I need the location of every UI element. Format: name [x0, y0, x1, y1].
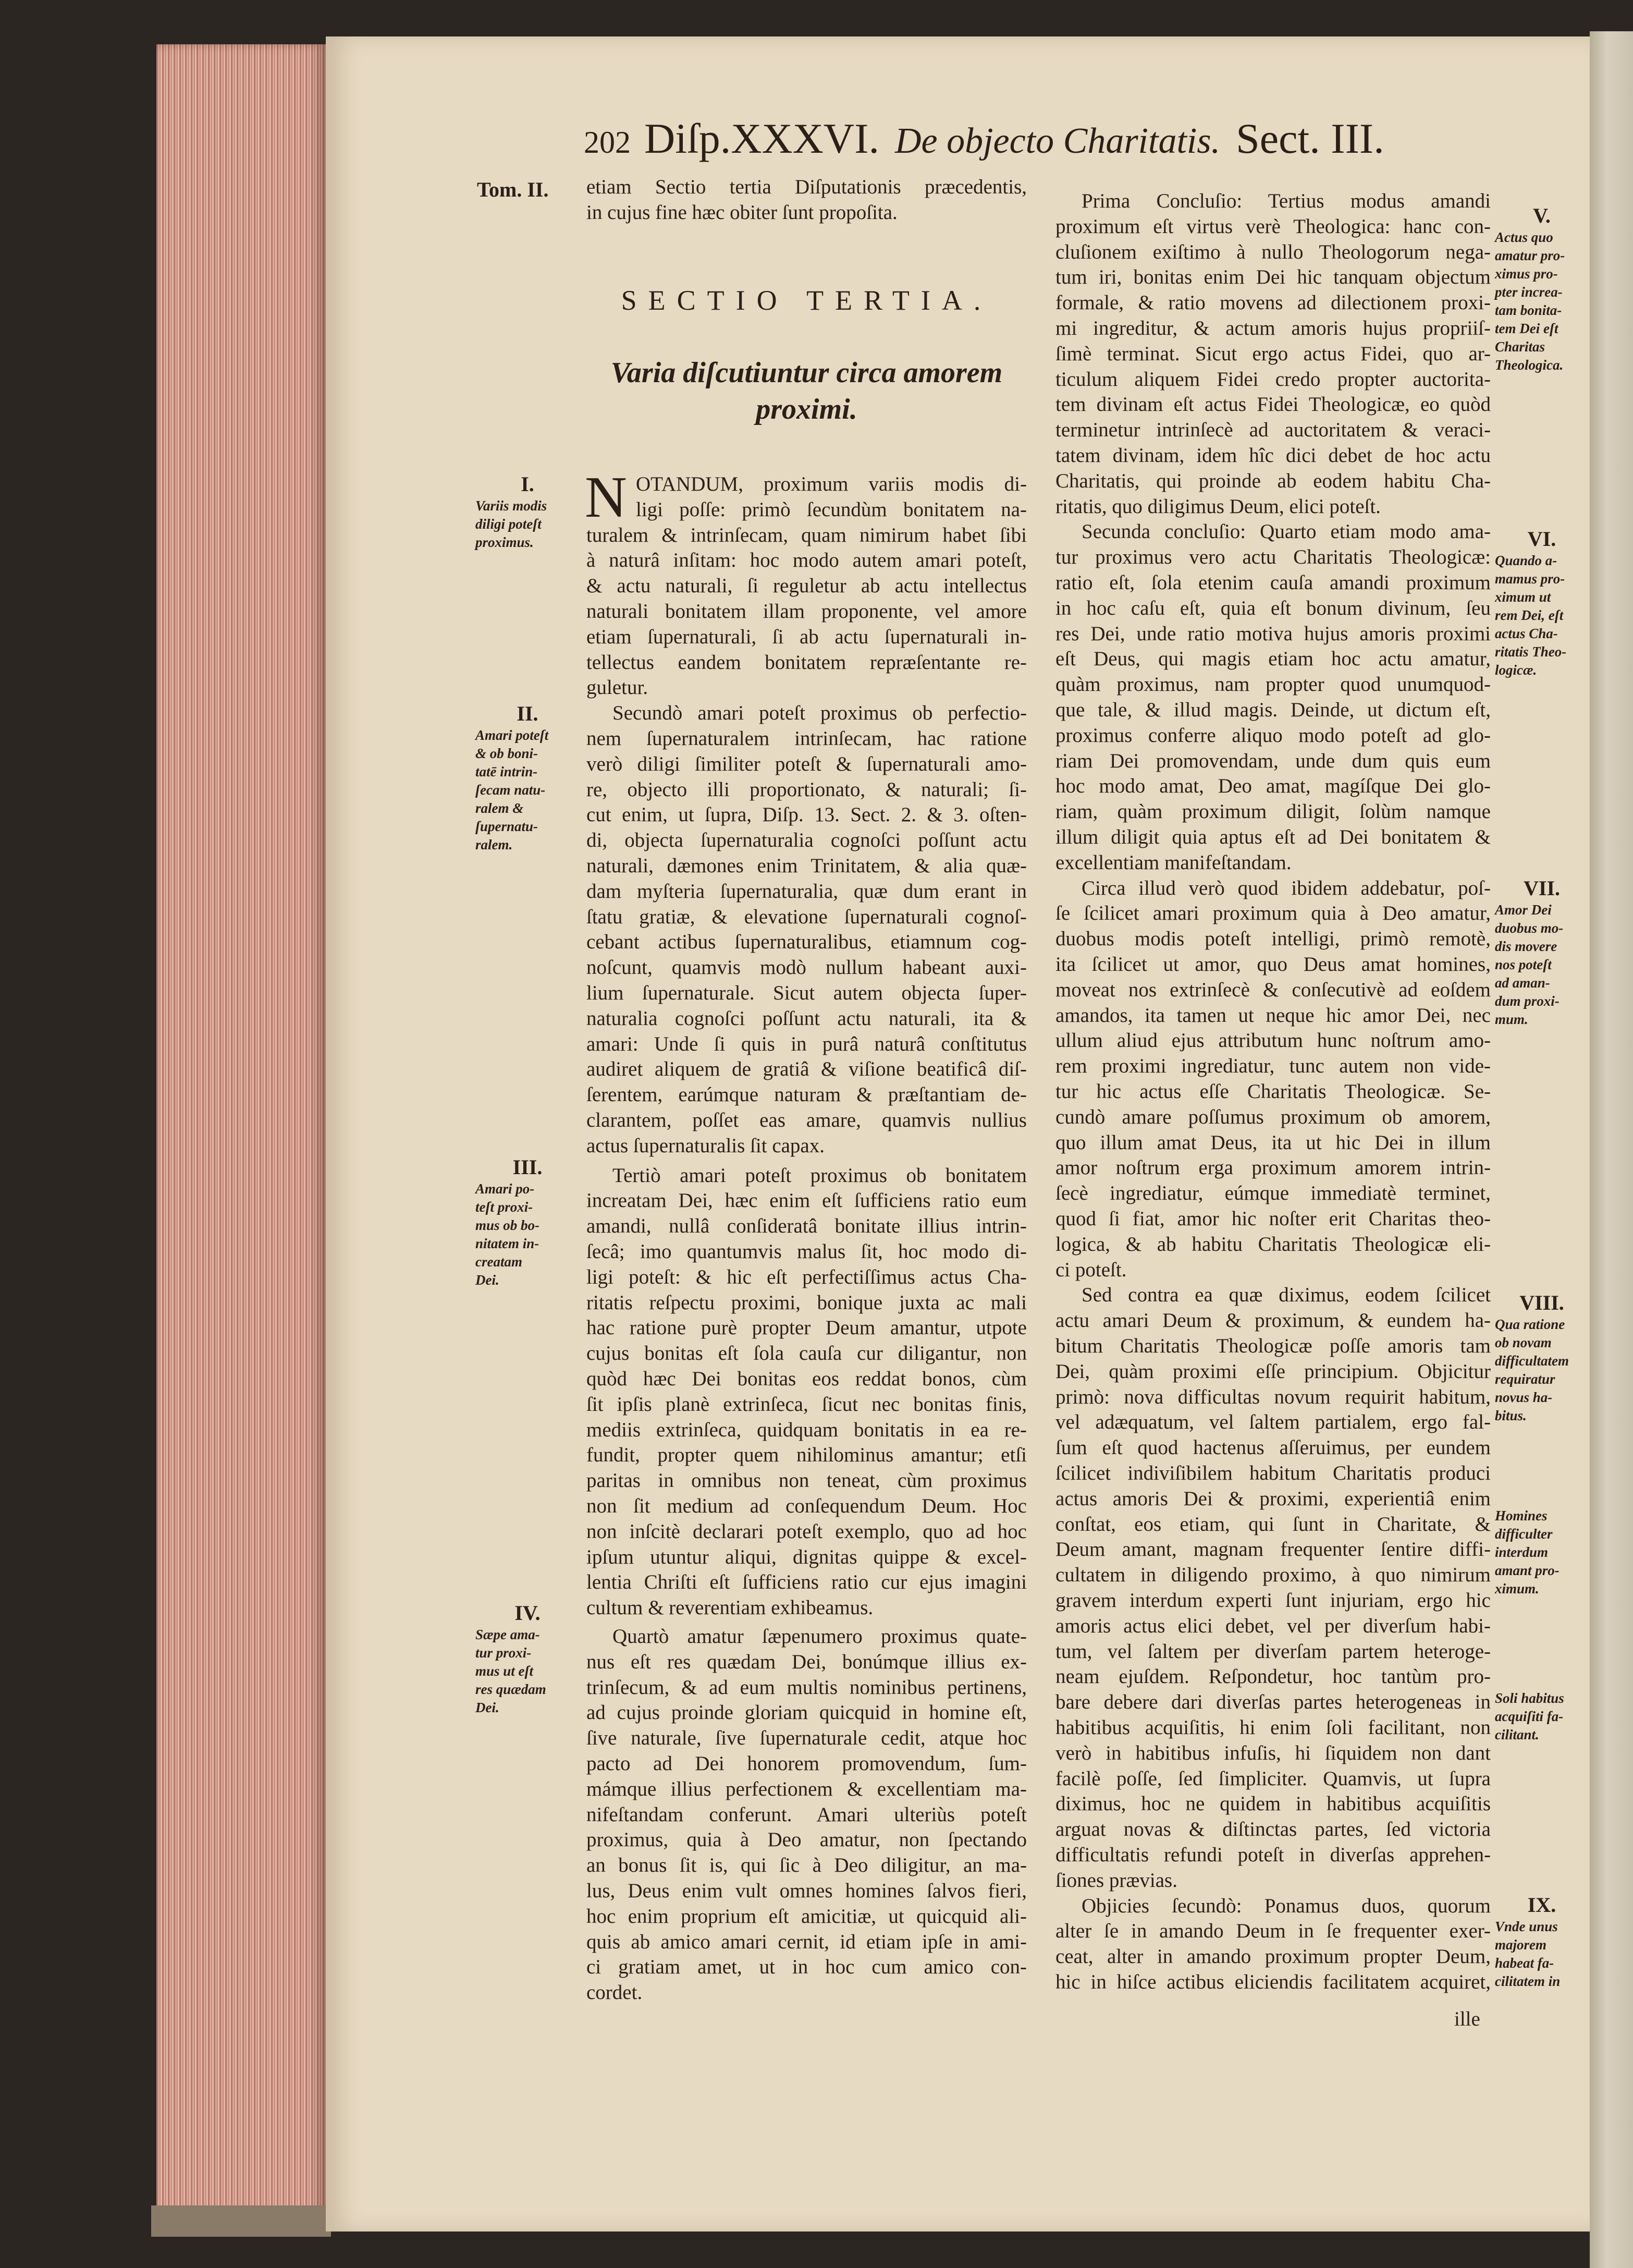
subtitle-line: proximi.: [756, 393, 857, 425]
text-line: hoc modo amat, Deo amat, magíſque Dei glo-: [1055, 775, 1491, 798]
text-line: amor noſtrum erga proximum amorem intrin-: [1055, 1156, 1491, 1179]
margin-note-line: tatē intrin-: [475, 764, 538, 779]
margin-note-line: difficultatem: [1495, 1353, 1569, 1369]
text-line: Quartò amatur ſæpenumero proximus quate-: [612, 1625, 1027, 1648]
text-line: Circa illud verò quod ibidem addebatur, poſ-: [1082, 876, 1491, 899]
text-line: trinſecum, & ad eum multis nominibus pertinens,: [586, 1676, 1027, 1699]
margin-note-number: IX.: [1527, 1893, 1556, 1917]
text-line: naturali bonitatem illam proponente, vel amore: [586, 600, 1027, 623]
margin-note-line: Homines: [1495, 1508, 1548, 1523]
text-line: ligi poſſe: primò ſecundùm bonitatem na-: [636, 498, 1027, 521]
text-line: ſum eſt quod hactenus aſſeruimus, per eundem: [1055, 1436, 1491, 1459]
text-line: tum iri, bonitas enim Dei hic tanquam objectum: [1055, 266, 1491, 289]
text-line: facilè poſſe, ſed ſimpliciter. Quamvis, ut ſupra: [1055, 1767, 1491, 1790]
page-number: 202: [584, 125, 631, 160]
text-line: lium ſupernaturale. Sicut autem objecta ſuper-: [586, 981, 1027, 1004]
text-line: mi ingreditur, & actum amoris hujus propriiſ-: [1055, 316, 1491, 339]
text-line: difficultatis refundi poteſt in diverſas apprehen-: [1055, 1843, 1491, 1866]
text-line: verò in habitibus infuſis, hi ſiquidem non dant: [1055, 1741, 1491, 1764]
text-line: paritas in omnibus non teneat, cùm proximus: [586, 1469, 1027, 1492]
text-line: res Dei, unde ratio motiva hujus amoris proximi: [1055, 622, 1491, 645]
text-line: Tertiò amari poteſt proximus ob bonitatem: [612, 1164, 1027, 1187]
text-line: ratio eſt, ſola etenim cauſa amandi proximum: [1055, 571, 1491, 594]
text-line: quòd hæc Dei bonitas eos reddat bonos, cùm: [586, 1367, 1027, 1390]
text-line: actus amoris Dei & proximi, experientiâ enim: [1055, 1487, 1491, 1510]
text-line: riam, quàm proximum diligit, ſolùm namque: [1055, 800, 1491, 823]
margin-note-line: ralem &: [475, 800, 524, 816]
text-line: Sed contra ea quæ diximus, eodem ſcilicet: [1082, 1284, 1491, 1307]
book-cover-edge: [151, 2205, 331, 2237]
margin-note-line: ximum ut: [1495, 589, 1551, 605]
text-line: noſcunt, quamvis modò nullum habeant auxi-: [586, 956, 1027, 979]
margin-note-line: nos poteſt: [1495, 957, 1552, 972]
margin-note-line: cilitant.: [1495, 1727, 1539, 1742]
text-line: fundit, propter quem nihilominus amantur; etſi: [586, 1444, 1027, 1467]
text-line: arguat novas & diſtinctas partes, ſed victoria: [1055, 1818, 1491, 1841]
text-line: ſecè ingrediatur, eúmque immediatè terminet,: [1055, 1182, 1491, 1205]
paragraph: [586, 1624, 1027, 2006]
text-line: non ſit medium ad conſequendum Deum. Hoc: [586, 1494, 1027, 1517]
text-line: ritatis reſpectu proximi, bonique juxta ac mali: [586, 1291, 1027, 1314]
section-label: Sect. III.: [1236, 115, 1384, 162]
text-line: ſimè terminat. Sicut ergo actus Fidei, quo ar-: [1055, 342, 1491, 365]
margin-note-line: dum proxi-: [1495, 993, 1560, 1009]
text-line: etiam Sectio tertia Diſputationis præcedentis,: [586, 176, 1027, 198]
text-line: ſiones prævias.: [1055, 1869, 1177, 1892]
drop-cap: N: [585, 465, 627, 530]
text-line: audiret aliquem de gratiâ & viſione beatificâ diſ-: [586, 1058, 1027, 1081]
text-line: gravem interdum experti ſunt injuriam, ergo hic: [1055, 1589, 1491, 1612]
margin-note: [1495, 203, 1589, 374]
text-line: amoris actus elici debet, vel per diverſum habi-: [1055, 1614, 1491, 1637]
text-line: ſive naturale, ſive ſupernaturale cedit, atque hoc: [586, 1727, 1027, 1750]
text-line: proximus conferre aliquo modo poteſt ad glo-: [1055, 724, 1491, 747]
margin-note-line: duobus mo-: [1495, 920, 1564, 936]
text-line: tellectus eandem bonitatem repræſentante re-: [586, 651, 1027, 674]
margin-note-line: mamus pro-: [1495, 571, 1565, 587]
text-line: ad cujus proinde gloriam quicquid in homine eſt,: [586, 1701, 1027, 1724]
text-line: naturali, dæmones enim Trinitatem, & alia quæ-: [586, 854, 1027, 877]
paragraph: [586, 701, 1027, 1159]
text-line: cut enim, ut ſupra, Diſp. 13. Sect. 2. & 3. oſten-: [586, 803, 1027, 826]
paragraph: [1055, 876, 1491, 1283]
text-line: tatem divinam, idem hîc dici debet de hoc actu: [1055, 444, 1491, 467]
margin-note-line: ſupernatu-: [475, 819, 538, 834]
margin-note-line: & ob boni-: [475, 746, 538, 761]
text-line: & actu naturali, ſi reguletur ab actu intellectus: [586, 575, 1027, 598]
paragraph: [586, 175, 1027, 226]
text-line: tur proximus vero actu Charitatis Theologicæ:: [1055, 546, 1491, 569]
text-line: in hoc caſu eſt, quia eſt bonum divinum, ſeu: [1055, 596, 1491, 619]
margin-note-line: diligi poteſt: [475, 516, 542, 532]
text-line: duobus modis poteſt intelligi, primò remotè,: [1055, 928, 1491, 950]
margin-note-line: Quando a-: [1495, 553, 1557, 568]
text-line: cordet.: [586, 1981, 643, 2004]
text-line: Prima Concluſio: Tertius modus amandi: [1082, 190, 1491, 212]
margin-note-number: V.: [1533, 204, 1551, 227]
text-line: in cujus fine hæc obiter ſunt propoſita.: [586, 201, 898, 224]
text-line: OTANDUM, proximum variis modis di-: [636, 473, 1027, 495]
text-line: amari: Unde ſi quis in purâ naturâ conſtitutus: [586, 1032, 1027, 1055]
running-header: [584, 117, 1384, 160]
margin-note-line: Dei.: [475, 1700, 499, 1715]
text-line: tum, vel ſaltem per diverſam partem heteroge-: [1055, 1640, 1491, 1663]
text-line: amandi, nullâ conſideratâ bonitate illius intrin-: [586, 1215, 1027, 1238]
margin-note-line: pter increa-: [1495, 284, 1563, 300]
book-page-edges: [156, 44, 326, 2229]
text-line: clarantem, poſſet eas amare, quamvis nullius: [586, 1108, 1027, 1131]
margin-note: [475, 1155, 580, 1289]
text-line: etiam ſupernaturali, ſi ab actu ſupernaturali in-: [586, 625, 1027, 648]
text-line: amandos, ita tamen ut neque hic amor Dei, nec: [1055, 1004, 1491, 1027]
margin-note: [1495, 1290, 1589, 1425]
text-line: cebant actibus ſupernaturalibus, etiamnum cog-: [586, 931, 1027, 954]
margin-note-line: rem Dei, eſt: [1495, 607, 1564, 623]
margin-note-line: interdum: [1495, 1544, 1549, 1560]
margin-note-line: novus ha-: [1495, 1389, 1553, 1405]
margin-note-line: difficulter: [1495, 1526, 1553, 1542]
margin-note: [475, 1601, 580, 1717]
margin-note-line: Theologica.: [1495, 357, 1564, 373]
text-line: quis ab amico amari cernit, id etiam ipſe in ami-: [586, 1930, 1027, 1953]
text-line: diximus, hoc ne quidem in habitibus acquiſitis: [1055, 1793, 1491, 1815]
margin-note-line: Variis modis: [475, 498, 547, 514]
paragraph: [586, 1163, 1027, 1621]
margin-note-line: Actus quo: [1495, 229, 1553, 245]
text-line: Charitatis, qui proinde ab eodem habitu Cha-: [1055, 469, 1491, 492]
text-line: ci gratiam amet, ut in hoc cum amico con-: [586, 1956, 1027, 1979]
text-line: hac ratione purè propter Deum amantur, utpote: [586, 1316, 1027, 1339]
margin-note-line: amatur pro-: [1495, 248, 1565, 263]
margin-note-line: Amari poteſt: [475, 727, 549, 743]
text-line: tur hic actus eſſe Charitatis Theologicæ. Se-: [1055, 1080, 1491, 1103]
text-line: ticulum aliquem Fidei credo propter auctorita-: [1055, 368, 1491, 391]
text-line: Dei, quàm proximi eſſe principium. Objicitur: [1055, 1360, 1491, 1383]
margin-note: [475, 472, 580, 552]
margin-note-line: creatam: [475, 1254, 522, 1270]
margin-note-line: ſecam natu-: [475, 782, 546, 798]
margin-note-line: dis movere: [1495, 938, 1557, 954]
section-title: SECTIO TERTIA.: [621, 285, 992, 316]
paragraph: [1055, 1894, 1491, 1995]
margin-note-line: nitatem in-: [475, 1236, 539, 1251]
text-line: Deum amant, magnam frequenter ſentire diffi-: [1055, 1538, 1491, 1561]
text-line: ritatis, quo diligimus Deum, elici poteſt.: [1055, 495, 1381, 518]
text-line: primò: nova difficultas novum requirit habitum,: [1055, 1385, 1491, 1408]
text-line: rem proximi ingrediatur, tunc autem non vide-: [1055, 1055, 1491, 1078]
text-line: Secunda concluſio: Quarto etiam modo ama-: [1082, 520, 1491, 543]
margin-note-number: VI.: [1527, 527, 1556, 551]
subtitle-line: Varia diſcutiuntur circa amorem: [610, 357, 1003, 389]
margin-note-line: Amari po-: [475, 1181, 535, 1197]
text-line: ita ſcilicet ut amor, quo Deus amat homines,: [1055, 953, 1491, 976]
text-line: hic in hiſce actibus eliciendis facilitatem acquiret,: [1055, 1970, 1491, 1993]
text-line: ullum aliud ejus attributum hunc noſtrum amo-: [1055, 1029, 1491, 1052]
text-line: verò diligi ſimiliter poteſt & ſupernaturali amo-: [586, 752, 1027, 775]
margin-note-line: ritatis Theo-: [1495, 644, 1567, 660]
margin-note-line: cilitatem in: [1495, 1973, 1561, 1989]
text-line: nus eſt res quædam Dei, bonúmque illius ex-: [586, 1650, 1027, 1673]
topic-label: De objecto Charitatis.: [894, 121, 1221, 161]
text-line: ſit ipſis planè extrinſeca, ſicut nec bonitas finis,: [586, 1393, 1027, 1416]
text-line: cujus bonitas eſt ſola cauſa cur diligantur, non: [586, 1342, 1027, 1365]
text-line: hoc enim proprium eſt amicitiæ, ut quicquid ali-: [586, 1905, 1027, 1928]
margin-note-line: acquiſiti fa-: [1495, 1709, 1564, 1724]
text-line: tem divinam eſt actus Fidei Theologicæ, eo quòd: [1055, 393, 1491, 416]
text-line: nifeſtandam conferunt. Amari ulteriùs poteſt: [586, 1803, 1027, 1826]
margin-note: [1495, 527, 1589, 679]
text-line: non inſcitè declarari poteſt exemplo, quo ad hoc: [586, 1520, 1027, 1543]
margin-note-number: VII.: [1523, 876, 1561, 900]
text-line: re, objecto illi proportionato, & naturali; ſi-: [586, 778, 1027, 801]
text-line: cundò amare poſſumus proximum ob amorem,: [1055, 1105, 1491, 1128]
margin-note-number: II.: [517, 702, 538, 725]
margin-note: [1495, 876, 1589, 1029]
text-line: ſtatu gratiæ, & elevatione ſupernaturali cognoſ-: [586, 905, 1027, 928]
margin-note-line: res quædam: [475, 1681, 546, 1697]
margin-note-number: VIII.: [1519, 1291, 1564, 1314]
text-line: conſtat, eos etiam, qui ſunt in Charitate, &: [1055, 1513, 1491, 1535]
text-line: logica, & ab habitu Charitatis Theologicæ eli-: [1055, 1233, 1491, 1255]
text-line: ceat, alter in amando proximum propter Deum,: [1055, 1945, 1491, 1968]
text-line: riam Dei promovendam, unde dum quis eum: [1055, 749, 1491, 772]
text-line: mediis extrinſeca, quidquam bonitatis in ea re-: [586, 1418, 1027, 1441]
text-line: cluſionem exiſtimo à nullo Theologorum nega-: [1055, 240, 1491, 263]
margin-note: [1495, 1507, 1589, 1598]
text-line: vel adæquatum, vel ſaltem partialem, ergo fal-: [1055, 1411, 1491, 1434]
text-line: eſt Deus, qui magis etiam hoc actu amatur,: [1055, 648, 1491, 670]
text-line: Objicies ſecundò: Ponamus duos, quorum: [1082, 1894, 1491, 1917]
text-line: ſecâ; imo quantumvis malus ſit, hoc modo di-: [586, 1240, 1027, 1263]
text-line: quo illum amat Deus, ita ut hic Dei in illum: [1055, 1131, 1491, 1154]
text-line: lus, Deus enim vult omnes homines ſalvos fieri,: [586, 1879, 1027, 1902]
text-line: nem ſupernaturalem intrinſecam, hac ratione: [586, 727, 1027, 750]
text-line: naturalia cognoſci poſſunt actu naturali, ita &: [586, 1007, 1027, 1030]
margin-note-line: Soli habitus: [1495, 1690, 1564, 1706]
margin-note-line: proximus.: [475, 534, 534, 550]
text-line: illum diligit quia aptus eſt ad Dei bonitatem &: [1055, 825, 1491, 848]
margin-note: [1495, 1689, 1589, 1744]
disputation-label: Diſp.XXXVI.: [644, 115, 879, 162]
text-line: ci poteſt.: [1055, 1258, 1127, 1281]
text-line: bare debere dari diverſas partes heterogeneas in: [1055, 1691, 1491, 1714]
margin-note-line: logicæ.: [1495, 662, 1537, 678]
text-line: moveat nos extrinſecè & conſecutivè ad eoſdem: [1055, 978, 1491, 1001]
text-line: ſcilicet indiviſibilem habitum Charitatis produci: [1055, 1461, 1491, 1484]
text-line: à naturâ inſitam: hoc modo autem amari poteſt,: [586, 549, 1027, 572]
text-line: excellentiam manifeſtandam.: [1055, 851, 1292, 874]
margin-note-line: majorem: [1495, 1937, 1546, 1953]
text-line: alter ſe in amando Deum in ſe frequenter exer-: [1055, 1920, 1491, 1943]
margin-note-line: habeat fa-: [1495, 1955, 1554, 1971]
margin-note-line: ob novam: [1495, 1335, 1552, 1350]
text-line: cultum & reverentiam exhibeamus.: [586, 1596, 874, 1619]
margin-note-line: tam bonita-: [1495, 302, 1562, 318]
margin-note: [475, 701, 580, 854]
text-line: dam myſteria ſupernaturalia, quæ dum erant in: [586, 880, 1027, 903]
text-line: quod ſi fiat, amor hic noſter erit Charitas theo-: [1055, 1207, 1491, 1230]
margin-note-line: teſt proxi-: [475, 1199, 533, 1215]
margin-note-line: amant pro-: [1495, 1563, 1560, 1578]
text-line: actus ſupernaturalis ſit capax.: [586, 1134, 825, 1157]
text-line: actu amari Deum & proximum, & eundem ha-: [1055, 1309, 1491, 1332]
margin-note-line: ximus pro-: [1495, 266, 1558, 282]
margin-note-line: bitus.: [1495, 1408, 1527, 1423]
margin-note-line: Sæpe ama-: [475, 1627, 540, 1642]
text-line: lentia Chriſti eſt ſufficiens ratio cur ejus imagini: [586, 1571, 1027, 1594]
text-line: formale, & ratio movens ad dilectionem proxi-: [1055, 291, 1491, 314]
paragraph: [1055, 189, 1491, 519]
margin-note-line: ad aman-: [1495, 975, 1550, 991]
margin-note: [1495, 1893, 1589, 1991]
margin-note-line: Dei.: [475, 1272, 499, 1288]
text-line: bitum Charitatis Theologicæ poſſe amoris tam: [1055, 1334, 1491, 1357]
margin-note-line: ximum.: [1495, 1581, 1539, 1596]
text-line: turalem & intrinſecam, quam nimirum habet ſibi: [586, 523, 1027, 546]
text-line: proximus, quia à Deo amatur, non ſpectando: [586, 1828, 1027, 1851]
text-line: mámque illius perfectionem & excellentiam ma-: [586, 1777, 1027, 1800]
margin-note-line: Qua ratione: [1495, 1316, 1565, 1332]
text-line: ſerentem, earúmque naturam & præſtantiam de-: [586, 1083, 1027, 1106]
facing-page-edge: [1590, 31, 1633, 2268]
paragraph: [586, 472, 1027, 701]
margin-note-line: Vnde unus: [1495, 1919, 1558, 1934]
text-line: neam ejuſdem. Reſpondetur, hoc tantùm pro-: [1055, 1665, 1491, 1688]
catchword: ille: [1454, 2008, 1480, 2030]
text-line: que tale, & illud magis. Deinde, ut dictum eſt,: [1055, 698, 1491, 721]
text-line: increatam Dei, hæc enim eſt ſufficiens ratio eum: [586, 1189, 1027, 1212]
text-line: proximum eſt virtus verè Theologica: hanc con-: [1055, 215, 1491, 238]
paragraph: [1055, 1283, 1491, 1893]
margin-note-line: tem Dei eſt: [1495, 321, 1558, 336]
text-line: guletur.: [586, 676, 648, 699]
text-line: quàm proximus, nam propter quod unumquod-: [1055, 673, 1491, 696]
margin-note-number: IV.: [514, 1601, 541, 1625]
text-line: ipſum utuntur aliqui, dignitas quippe & excel-: [586, 1545, 1027, 1568]
margin-note-line: Amor Dei: [1495, 902, 1552, 918]
text-line: cultatem in diligendo proximo, à quo nimirum: [1055, 1564, 1491, 1587]
text-line: di, objecta ſupernaturalia cognoſci poſſunt actu: [586, 829, 1027, 852]
paragraph: [1055, 519, 1491, 875]
margin-note-line: tur proxi-: [475, 1645, 532, 1661]
margin-note-line: actus Cha-: [1495, 626, 1558, 641]
text-line: Secundò amari poteſt proximus ob perfectio-: [612, 702, 1027, 725]
margin-note-line: ralem.: [475, 837, 513, 852]
volume-mark: Tom. II.: [477, 178, 549, 201]
text-line: ſe ſcilicet amari proximum quia à Deo amatur,: [1055, 902, 1491, 925]
margin-note-line: requiratur: [1495, 1371, 1555, 1387]
text-line: ligi poteſt: & hic eſt perfectiſſimus actus Cha-: [586, 1265, 1027, 1288]
margin-note-line: mum.: [1495, 1011, 1528, 1027]
margin-note-line: Charitas: [1495, 339, 1545, 355]
text-line: an bonus ſit is, qui ſic à Deo diligitur, an ma-: [586, 1854, 1027, 1877]
margin-note-number: III.: [512, 1155, 543, 1179]
margin-note-line: mus ut eſt: [475, 1663, 534, 1679]
text-line: pacto ad Dei honorem promovendum, ſum-: [586, 1752, 1027, 1775]
margin-note-number: I.: [521, 472, 534, 496]
section-subtitle: [586, 355, 1027, 428]
margin-note-line: mus ob bo-: [475, 1217, 540, 1233]
text-line: habitibus acquiſitis, hi enim ſoli facilitant, non: [1055, 1716, 1491, 1739]
text-line: terminetur intrinſecè ad auctoritatem & veraci-: [1055, 419, 1491, 442]
